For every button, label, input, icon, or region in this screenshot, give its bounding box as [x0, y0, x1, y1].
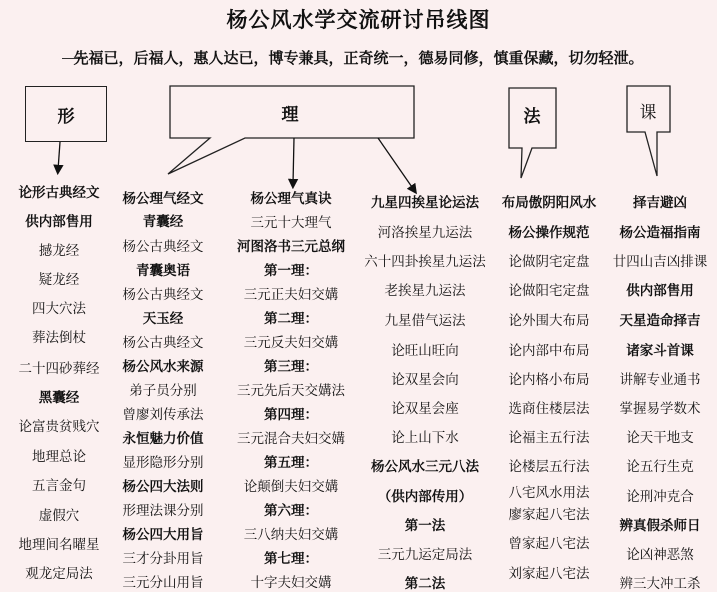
topic-item: 论楼层五行法	[508, 459, 590, 475]
topic-heading: 天玉经	[142, 311, 184, 327]
topic-item: 三元先后天交媾法	[237, 383, 345, 399]
topic-item: 论外围大布局	[508, 313, 590, 329]
topic-item: 地理间名曜星	[18, 537, 100, 553]
topic-item: 弟子员分别	[129, 383, 197, 399]
topic-heading: 第七理：	[264, 551, 318, 567]
topic-heading: 杨公理气真诀	[250, 191, 332, 207]
topic-heading: 天星造命择吉	[619, 313, 701, 329]
topic-item: 撼龙经	[38, 243, 80, 259]
topic-item: 论刑冲克合	[626, 489, 694, 505]
topic-item: 曾廖刘传承法	[122, 407, 204, 423]
topic-item: 杨公古典经文	[122, 239, 204, 255]
topic-item: 虚假穴	[38, 508, 80, 524]
topic-item: 论内部中布局	[508, 343, 590, 359]
topic-heading: 杨公造福指南	[619, 225, 701, 241]
topic-item: 论颠倒夫妇交媾	[243, 479, 339, 495]
topic-item: 二十四砂葬经	[18, 361, 100, 377]
topic-item: 河洛挨星九运法	[377, 225, 473, 241]
topic-item: 显形隐形分别	[122, 455, 204, 471]
topic-item: 论天干地支	[626, 430, 694, 446]
topic-item: 八宅风水用法	[508, 485, 590, 501]
topic-heading: 永恒魅力价值	[122, 431, 204, 447]
topic-heading: 河图洛书三元总纲	[237, 239, 345, 255]
topic-item: 论做阳宅定盘	[508, 283, 590, 299]
category-li-label: 理	[281, 105, 299, 125]
topic-item: 十字夫妇交媾	[250, 575, 332, 591]
topic-heading: 辨真假杀师日	[619, 518, 701, 534]
topic-item: 论上山下水	[391, 430, 459, 446]
topic-heading: 第一理：	[264, 263, 318, 279]
topic-item: 三才分卦用旨	[122, 551, 204, 567]
li-arrow-right	[378, 138, 414, 190]
topic-item: 葬法倒杖	[32, 330, 86, 346]
topic-item: 论凶神恶煞	[626, 547, 694, 563]
topic-item: 论五行生克	[626, 459, 694, 475]
topic-item: 论内格小布局	[508, 372, 590, 388]
category-xing-label: 形	[57, 106, 75, 127]
topic-item: 四大穴法	[32, 301, 86, 317]
topic-item: 论旺山旺向	[391, 343, 459, 359]
topic-item: 论做阴宅定盘	[508, 254, 590, 270]
topic-item: 六十四卦挨星九运法	[364, 254, 486, 270]
topic-heading: 供内部售用	[25, 214, 93, 230]
topic-item: 廖家起八宅法	[508, 507, 590, 523]
topic-item: 廿四山吉凶排课	[612, 254, 708, 270]
topic-heading: 论形古典经文	[18, 185, 100, 201]
topic-heading: 第六理：	[264, 503, 318, 519]
category-ke-label: 课	[639, 103, 657, 123]
topic-heading: 布局傲阴阳风水	[501, 195, 597, 211]
category-fa-label: 法	[523, 107, 541, 127]
topic-heading: 杨公理气经文	[122, 191, 204, 207]
topic-item: 论福主五行法	[508, 430, 590, 446]
topic-heading: 第二理：	[264, 311, 318, 327]
topic-heading: 黑囊经	[38, 390, 80, 406]
topic-item: 疑龙经	[38, 272, 80, 288]
topic-item: 三元正夫妇交媾	[243, 287, 339, 303]
topic-item: 地理总论	[32, 449, 86, 465]
topic-item: 刘家起八宅法	[508, 566, 590, 582]
topic-item: 三元混合夫妇交媾	[237, 431, 345, 447]
topic-item: 三元分山用旨	[122, 575, 204, 591]
topic-item: 论富贵贫贱穴	[18, 419, 100, 435]
topic-heading: 第五理：	[264, 455, 318, 471]
topic-heading: 第一法	[404, 518, 446, 534]
topic-heading: 九星四挨星论运法	[371, 195, 479, 211]
topic-heading: 第四理：	[264, 407, 318, 423]
topic-heading: 诸家斗首课	[626, 343, 694, 359]
topic-item: 论双星会座	[391, 401, 459, 417]
topic-item: 选商住楼层法	[508, 401, 590, 417]
topic-item: 老挨星九运法	[384, 283, 466, 299]
topic-heading: 青囊奥语	[136, 263, 190, 279]
topic-item: 曾家起八宅法	[508, 536, 590, 552]
xing-arrow	[58, 142, 60, 170]
topic-heading: （供内部传用）	[377, 489, 473, 505]
topic-heading: 择吉避凶	[633, 195, 687, 211]
topic-item: 讲解专业通书	[619, 372, 701, 388]
topic-item: 五言金句	[32, 478, 86, 494]
topic-heading: 青囊经	[142, 214, 184, 230]
topic-item: 观龙定局法	[25, 566, 93, 582]
topic-heading: 杨公四大用旨	[122, 527, 204, 543]
li-arrow-center	[293, 138, 294, 184]
category-xing-box	[25, 86, 107, 142]
topic-heading: 供内部售用	[626, 283, 694, 299]
topic-heading: 杨公风水三元八法	[371, 459, 479, 475]
topic-item: 杨公古典经文	[122, 287, 204, 303]
topic-item: 三元十大理气	[250, 215, 332, 231]
topic-item: 辨三大冲工杀	[619, 576, 701, 592]
topic-item: 三八纳夫妇交媾	[243, 527, 339, 543]
page-title: 杨公风水学交流研讨吊线图	[226, 7, 491, 32]
topic-heading: 第三理：	[264, 359, 318, 375]
topic-item: 掌握易学数术	[619, 401, 701, 417]
topic-item: 三元九运定局法	[377, 547, 473, 563]
topic-item: 三元反夫妇交媾	[243, 335, 339, 351]
topic-heading: 杨公四大法则	[122, 479, 204, 495]
topic-heading: 杨公风水来源	[122, 359, 204, 375]
topic-item: 杨公古典经文	[122, 335, 204, 351]
topic-item: 九星借气运法	[384, 313, 466, 329]
topic-item: 形理法课分别	[122, 503, 204, 519]
topic-heading: 杨公操作规范	[508, 225, 590, 241]
topic-item: 论双星会向	[391, 372, 459, 388]
topic-heading: 第二法	[404, 576, 446, 592]
motto-text: 先福已，后福人，惠人达已，博专兼具，正奇统一，德易同修，慎重保藏，切勿轻泄。	[73, 49, 644, 67]
